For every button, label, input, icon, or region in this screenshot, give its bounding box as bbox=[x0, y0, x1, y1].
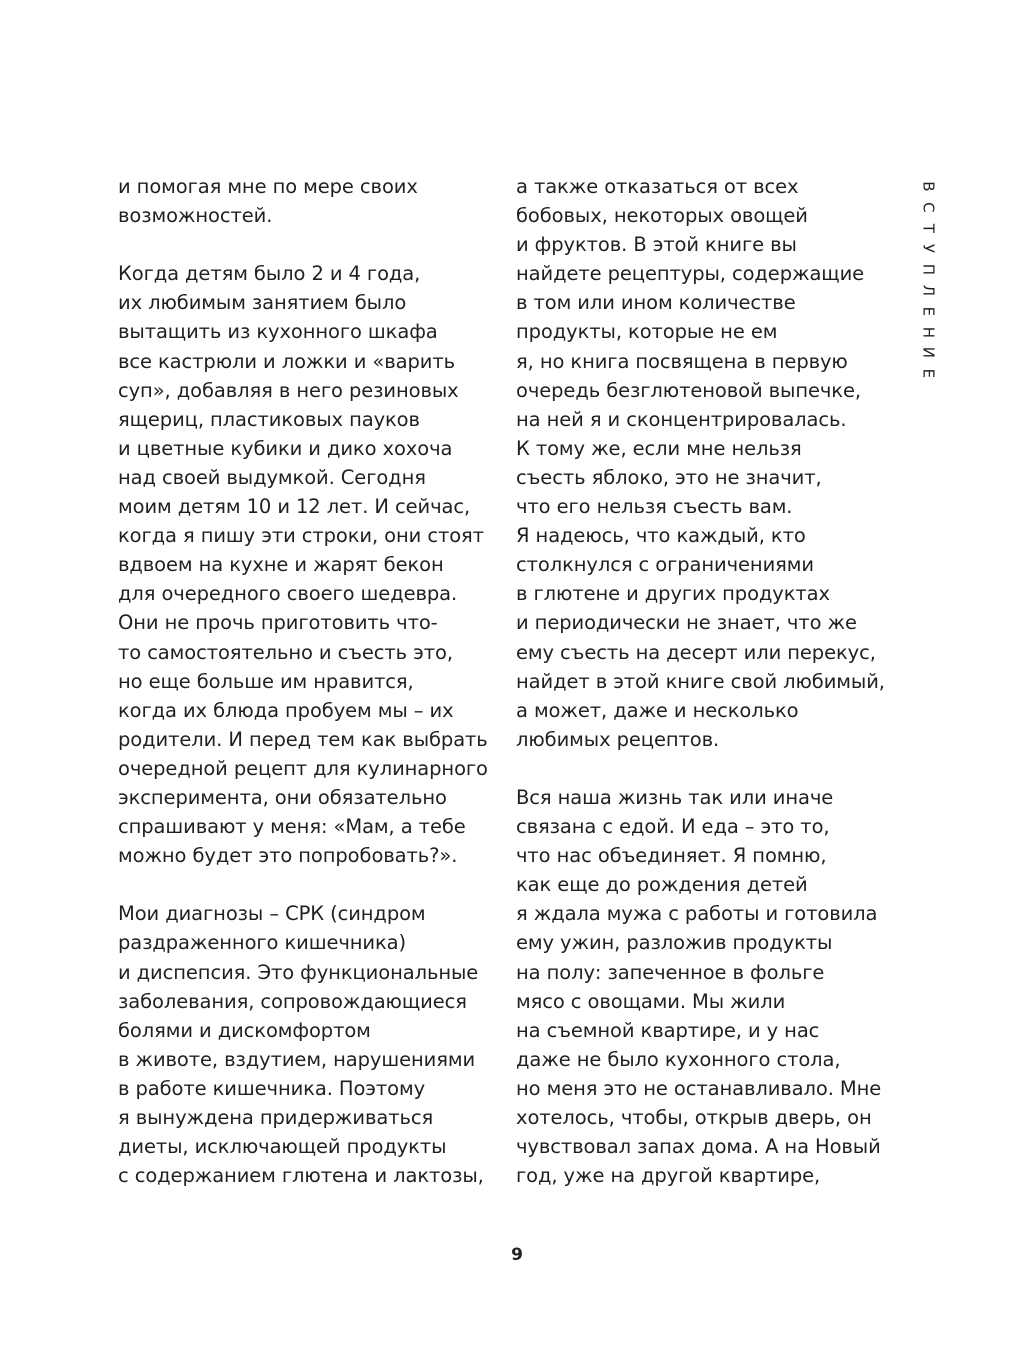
left-text-column bbox=[118, 172, 488, 1190]
text-line: для очередного своего шедевра. bbox=[118, 582, 458, 606]
running-head-letter: Е bbox=[919, 306, 938, 316]
text-line: Они не прочь приготовить что- bbox=[118, 611, 438, 635]
paragraph bbox=[118, 259, 488, 870]
text-line: эксперимента, они обязательно bbox=[118, 785, 447, 809]
text-line: бобовых, некоторых овощей bbox=[516, 204, 808, 228]
paragraph bbox=[118, 172, 488, 230]
text-line: когда их блюда пробуем мы – их bbox=[118, 698, 454, 722]
text-line: на ней я и сконцентрировалась. bbox=[516, 407, 847, 431]
text-line: на съемной квартире, и у нас bbox=[516, 1018, 820, 1042]
running-head-letter: Е bbox=[919, 368, 938, 379]
text-line: и цветные кубики и дико хохоча bbox=[118, 436, 453, 460]
text-line: вытащить из кухонного шкафа bbox=[118, 320, 438, 344]
text-line: а также отказаться от всех bbox=[516, 175, 799, 198]
right-text-column bbox=[516, 172, 886, 1190]
text-line: моим детям 10 и 12 лет. И сейчас, bbox=[118, 495, 471, 519]
text-line: и периодически не знает, что же bbox=[516, 611, 857, 635]
running-head-letter: Т bbox=[919, 223, 938, 233]
paragraph bbox=[516, 783, 886, 1190]
text-line: связана с едой. И еда – это то, bbox=[516, 815, 830, 839]
text-line: спрашивают у меня: «Мам, а тебе bbox=[118, 815, 466, 839]
text-line: как еще до рождения детей bbox=[516, 873, 808, 897]
text-line: диеты, исключающей продукты bbox=[118, 1135, 447, 1159]
text-line: и фруктов. В этой книге вы bbox=[516, 233, 797, 257]
text-line: а может, даже и несколько bbox=[516, 698, 799, 722]
text-line: их любимым занятием было bbox=[118, 291, 407, 315]
text-line: найдет в этой книге свой любимый, bbox=[516, 669, 885, 693]
text-line: Я надеюсь, что каждый, кто bbox=[516, 524, 806, 548]
text-line: но меня это не останавливало. Мне bbox=[516, 1076, 882, 1100]
text-line: над своей выдумкой. Сегодня bbox=[118, 465, 426, 489]
text-line: я вынуждена придерживаться bbox=[118, 1106, 434, 1129]
text-line: в работе кишечника. Поэтому bbox=[118, 1076, 426, 1100]
text-line: но еще больше им нравится, bbox=[118, 669, 414, 693]
running-head-letter: И bbox=[919, 347, 938, 359]
text-line: в животе, вздутием, нарушениями bbox=[118, 1047, 476, 1071]
text-line: суп», добавляя в него резиновых bbox=[118, 378, 459, 402]
text-line: Когда детям было 2 и 4 года, bbox=[118, 262, 421, 286]
text-line: съесть яблоко, это не значит, bbox=[516, 465, 822, 489]
paragraph bbox=[118, 899, 488, 1190]
running-head-letter: С bbox=[919, 201, 938, 213]
text-line: то самостоятельно и съесть это, bbox=[118, 640, 453, 664]
text-line: продукты, которые не ем bbox=[516, 320, 778, 344]
text-line: ему ужин, разложив продукты bbox=[516, 931, 833, 955]
text-line: очередной рецепт для кулинарного bbox=[118, 756, 488, 780]
text-line: в глютене и других продуктах bbox=[516, 582, 830, 606]
text-line: заболевания, сопровождающиеся bbox=[118, 989, 467, 1013]
running-head bbox=[916, 176, 940, 384]
text-line: чувствовал запах дома. А на Новый bbox=[516, 1135, 881, 1159]
text-line: очередь безглютеновой выпечке, bbox=[516, 378, 861, 402]
text-line: год, уже на другой квартире, bbox=[516, 1164, 821, 1188]
text-line: столкнулся с ограничениями bbox=[516, 553, 814, 577]
text-line: вдвоем на кухне и жарят бекон bbox=[118, 553, 444, 577]
text-line: что нас объединяет. Я помню, bbox=[516, 844, 827, 868]
text-line: все кастрюли и ложки и «варить bbox=[118, 349, 455, 373]
text-line: раздраженного кишечника) bbox=[118, 931, 407, 955]
text-line: возможностей. bbox=[118, 204, 273, 228]
text-line: когда я пишу эти строки, они стоят bbox=[118, 524, 484, 548]
text-line: и помогая мне по мере своих bbox=[118, 175, 418, 198]
running-head-letter: Л bbox=[919, 284, 938, 297]
text-line: мясо с овощами. Мы жили bbox=[516, 989, 786, 1013]
text-line: даже не было кухонного стола, bbox=[516, 1047, 841, 1071]
running-head-letter: У bbox=[919, 244, 938, 254]
text-line: можно будет это попробовать?». bbox=[118, 844, 458, 868]
text-line: что его нельзя съесть вам. bbox=[516, 495, 793, 519]
paragraph bbox=[516, 172, 886, 754]
text-line: в том или ином количестве bbox=[516, 291, 796, 315]
text-line: я, но книга посвящена в первую bbox=[516, 349, 848, 373]
text-line: хотелось, чтобы, открыв дверь, он bbox=[516, 1106, 872, 1129]
text-line: болями и дискомфортом bbox=[118, 1018, 371, 1042]
running-head-letter: П bbox=[919, 263, 938, 276]
text-line: Мои диагнозы – СРК (синдром bbox=[118, 902, 426, 926]
text-line: на полу: запеченное в фольге bbox=[516, 960, 825, 984]
text-line: я ждала мужа с работы и готовила bbox=[516, 902, 878, 926]
text-line: любимых рецептов. bbox=[516, 727, 720, 751]
text-line: ящериц, пластиковых пауков bbox=[118, 407, 420, 431]
text-line: с содержанием глютена и лактозы, bbox=[118, 1164, 484, 1188]
text-line: К тому же, если мне нельзя bbox=[516, 436, 802, 460]
text-line: найдете рецептуры, содержащие bbox=[516, 262, 865, 286]
text-line: Вся наша жизнь так или иначе bbox=[516, 785, 834, 809]
text-line: родители. И перед тем как выбрать bbox=[118, 727, 488, 751]
text-line: ему съесть на десерт или перекус, bbox=[516, 640, 876, 664]
page-number: 9 bbox=[511, 1245, 523, 1265]
text-line: и диспепсия. Это функциональные bbox=[118, 960, 479, 984]
running-head-letter: В bbox=[919, 181, 938, 192]
running-head-letter: Н bbox=[919, 326, 938, 338]
